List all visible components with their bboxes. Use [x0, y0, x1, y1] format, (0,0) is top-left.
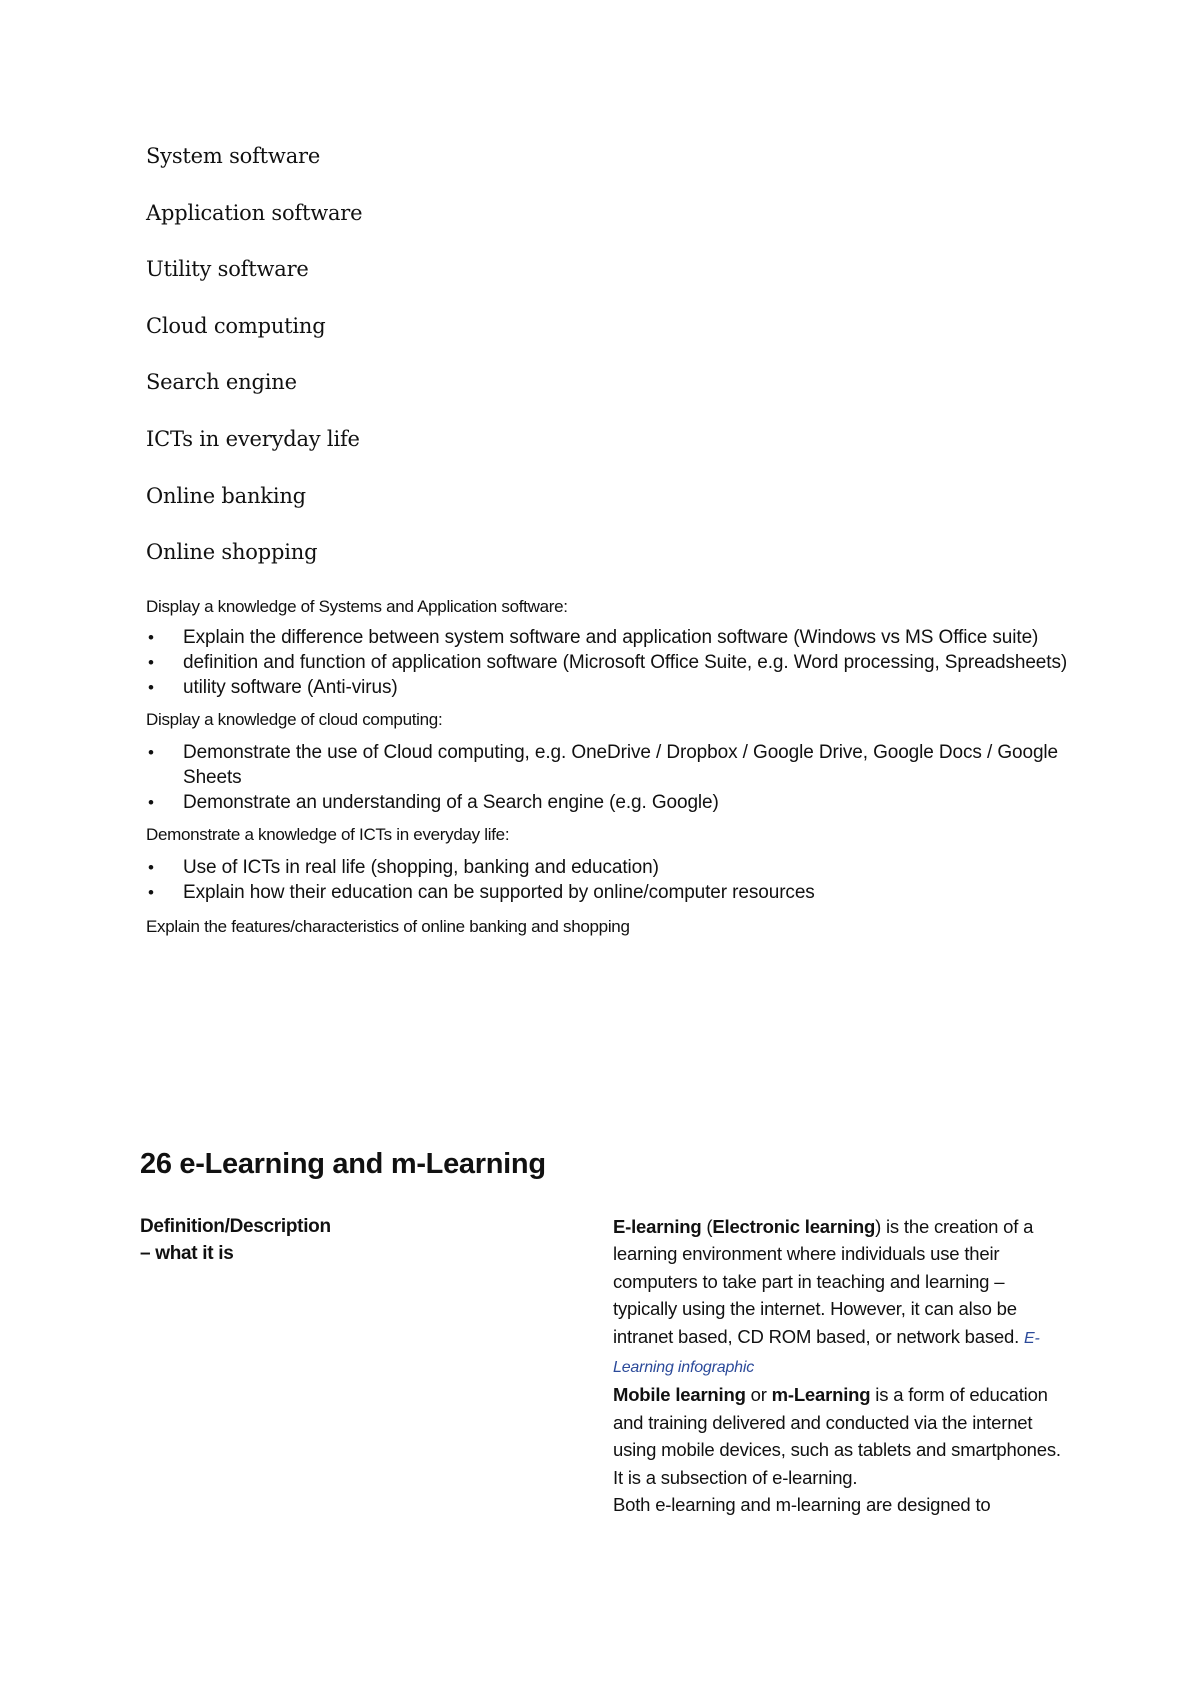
bullet-icon: •	[148, 678, 154, 697]
bullet-text: Demonstrate an understanding of a Search engine (e.g. Google)	[183, 792, 719, 813]
bullet-list	[146, 855, 1096, 905]
bullet-icon: •	[148, 883, 154, 902]
topic-item: System software	[146, 144, 321, 168]
definition-text	[613, 1213, 1063, 1518]
term-elearning: E-learning	[613, 1216, 702, 1237]
learning-objectives	[146, 596, 1096, 938]
elearning-paragraph	[613, 1213, 1063, 1381]
bullet-item	[146, 675, 1096, 700]
bullet-item	[146, 650, 1096, 675]
objective-heading: Demonstrate a knowledge of ICTs in everyday life:	[146, 825, 510, 844]
bullet-text: Demonstrate the use of Cloud computing, e.g. OneDrive / Dropbox / Google Drive, Google Docs / Google Sheets	[183, 742, 1059, 788]
bullet-item	[146, 625, 1096, 650]
bullet-list	[146, 740, 1096, 815]
bullet-item	[146, 740, 1096, 790]
term-m-learning: m-Learning	[771, 1384, 871, 1406]
objective-heading: Display a knowledge of Systems and Application software:	[146, 597, 568, 616]
topic-list	[146, 142, 362, 595]
objective-heading: Display a knowledge of cloud computing:	[146, 710, 443, 729]
section-heading: 26 e-Learning and m-Learning	[140, 1148, 546, 1180]
objective-statement: Explain the features/characteristics of online banking and shopping	[146, 917, 630, 936]
definition-label-line: – what it is	[140, 1243, 234, 1264]
bullet-icon: •	[148, 858, 154, 877]
bullet-icon: •	[148, 793, 154, 812]
topic-item: ICTs in everyday life	[146, 426, 360, 451]
text-span: is a form of education and training delivered and conducted via the internet using mobile devices, such as tablets and smartphones. It is a subsection of e-learning.	[613, 1384, 1061, 1488]
bullet-text: Use of ICTs in real life (shopping, banking and education)	[183, 857, 659, 878]
bullet-text: Explain the difference between system software and application software (Windows vs MS Office suite)	[183, 627, 1039, 648]
bullet-item	[146, 855, 1096, 880]
bullet-icon: •	[148, 743, 154, 762]
text-span: or	[745, 1384, 772, 1406]
bullet-item	[146, 880, 1096, 905]
topic-item: Search engine	[146, 370, 297, 395]
term-mobile-learning: Mobile learning	[613, 1384, 746, 1406]
bullet-icon: •	[148, 628, 154, 647]
topic-item: Application software	[146, 200, 363, 225]
bullet-text: Explain how their education can be supported by online/computer resources	[183, 882, 815, 903]
bullet-item	[146, 790, 1096, 815]
topic-item: Cloud computing	[146, 313, 326, 338]
text-span: ) is the creation of a learning environment where individuals use their computers to take part in teaching and learning – typically using the internet. However, it can also be intranet based, CD ROM based, or network based.	[613, 1216, 1034, 1347]
topic-item: Online banking	[146, 483, 306, 508]
bullet-list	[146, 625, 1096, 700]
mlearning-paragraph	[613, 1381, 1063, 1491]
topic-item: Utility software	[146, 257, 309, 282]
bullet-icon: •	[148, 653, 154, 672]
definition-label	[140, 1213, 440, 1267]
text-span: (	[701, 1216, 713, 1237]
bullet-text: utility software (Anti-virus)	[183, 677, 398, 698]
both-paragraph: Both e-learning and m-learning are designed to	[613, 1494, 991, 1516]
term-electronic-learning: Electronic learning	[712, 1216, 876, 1237]
definition-label-line: Definition/Description	[140, 1216, 331, 1237]
infographic-link[interactable]: E-Learning infographic	[613, 1329, 1040, 1377]
bullet-text: definition and function of application software (Microsoft Office Suite, e.g. Word processing, Spreadsheets)	[183, 652, 1068, 673]
topic-item: Online shopping	[146, 540, 318, 565]
